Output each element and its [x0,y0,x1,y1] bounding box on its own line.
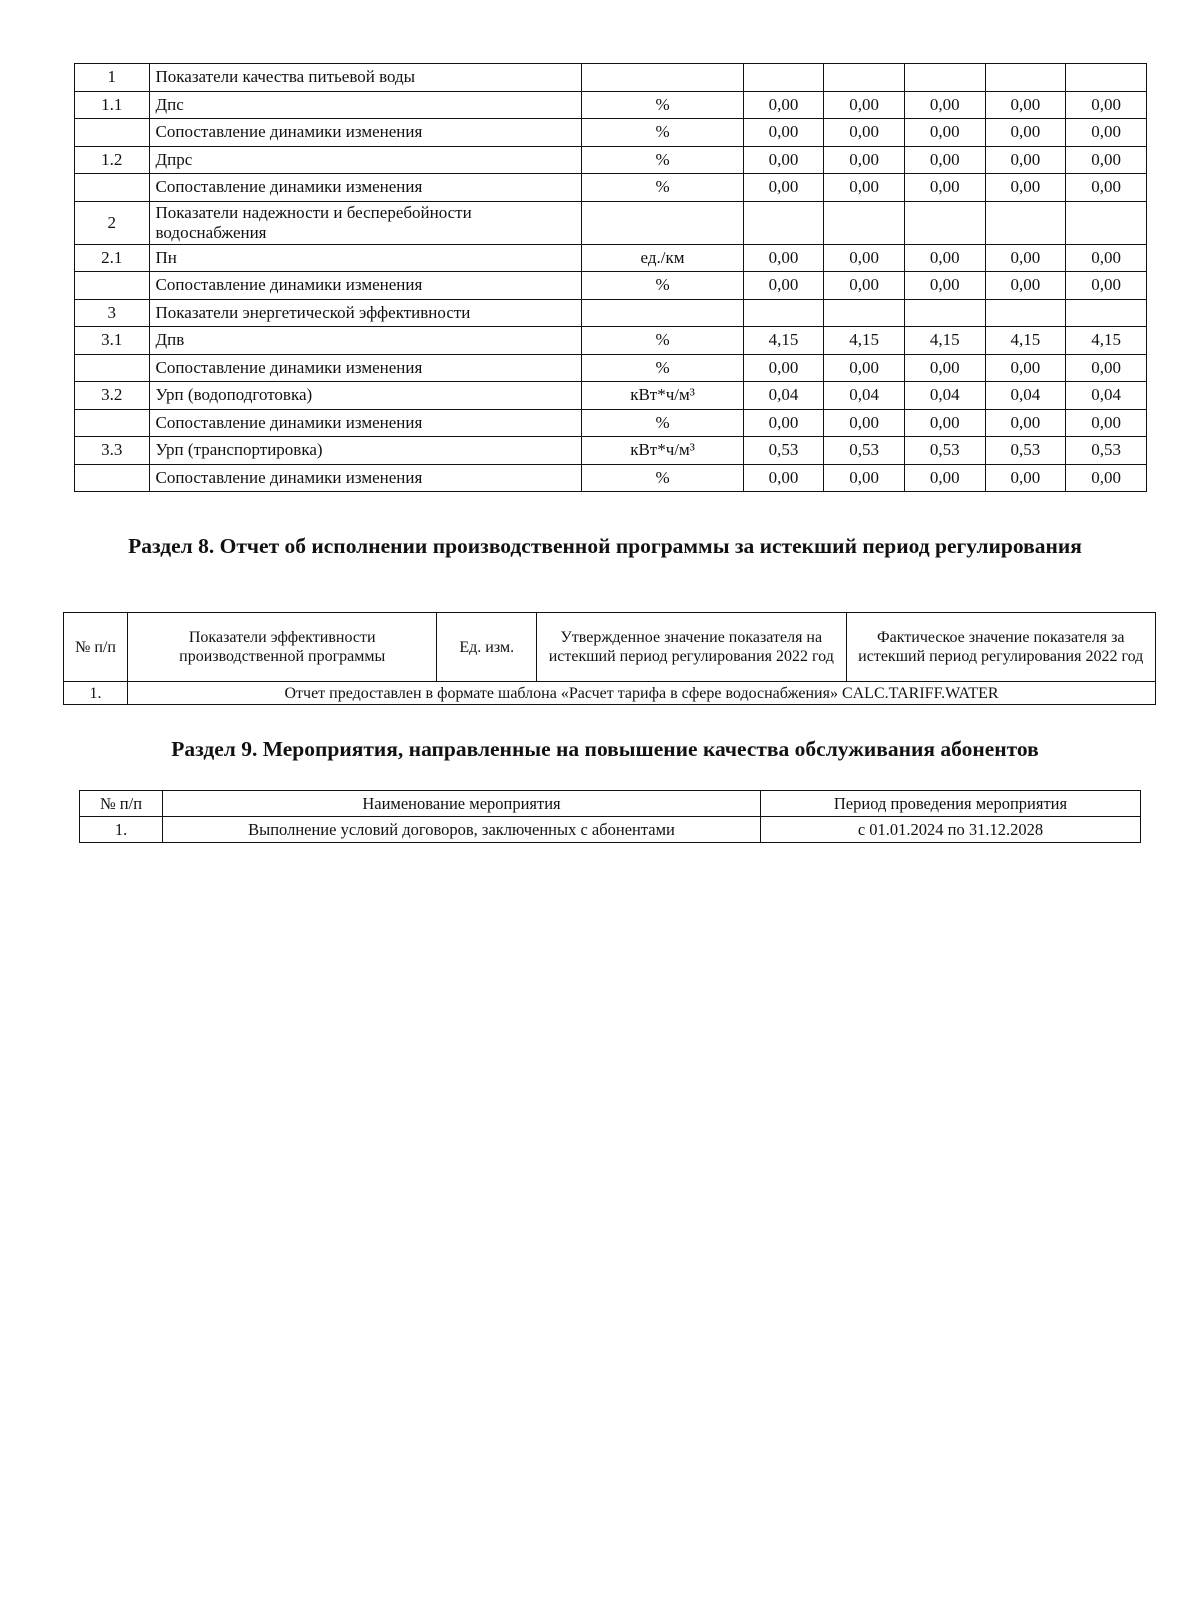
indicator-unit [582,299,743,327]
indicator-num: 3.2 [75,382,150,410]
section8-approved-header: Утвержденное значение показателя на истекший период регулирования 2022 год [537,613,846,682]
indicator-num [75,464,150,492]
indicator-value: 0,00 [824,119,905,147]
indicator-value: 0,00 [743,146,824,174]
section9-num-header: № п/п [80,791,163,817]
indicator-value: 0,00 [985,244,1066,272]
indicator-name: Сопоставление динамики изменения [149,354,582,382]
indicator-value: 0,53 [743,437,824,465]
section9-row-period: с 01.01.2024 по 31.12.2028 [761,817,1141,843]
indicator-row [75,201,1147,244]
section9-period-header: Период проведения мероприятия [761,791,1141,817]
section8-row [64,682,1156,705]
indicator-value: 0,00 [985,146,1066,174]
section8-num-header: № п/п [64,613,128,682]
indicator-value: 0,00 [824,91,905,119]
indicator-value: 4,15 [824,327,905,355]
section8-row-num: 1. [64,682,128,705]
indicator-value: 0,00 [743,119,824,147]
indicator-unit: ед./км [582,244,743,272]
indicator-row [75,354,1147,382]
indicator-value: 0,00 [824,409,905,437]
indicator-value: 0,04 [1066,382,1147,410]
indicator-value: 0,00 [1066,174,1147,202]
indicator-num [75,409,150,437]
indicator-num [75,354,150,382]
section8-table [63,612,1156,705]
indicator-unit: % [582,146,743,174]
indicator-unit: % [582,119,743,147]
indicator-value: 4,15 [904,327,985,355]
indicator-value: 4,15 [1066,327,1147,355]
indicator-value: 0,00 [904,272,985,300]
indicator-value: 0,00 [1066,91,1147,119]
section9-heading: Раздел 9. Мероприятия, направленные на повышение качества обслуживания абонентов [171,737,1039,761]
indicator-name: Дпв [149,327,582,355]
indicator-value: 0,04 [824,382,905,410]
indicator-unit [582,64,743,92]
indicator-num [75,119,150,147]
indicator-value: 0,04 [904,382,985,410]
indicator-value: 0,00 [824,354,905,382]
indicator-name: Урп (водоподготовка) [149,382,582,410]
section8-unit-header: Ед. изм. [437,613,537,682]
indicator-num: 3 [75,299,150,327]
indicator-value: 0,00 [985,119,1066,147]
indicator-value: 0,53 [904,437,985,465]
section9-row-name: Выполнение условий договоров, заключенных с абонентами [163,817,761,843]
section9-row-num: 1. [80,817,163,843]
indicator-unit: % [582,354,743,382]
indicator-value [904,299,985,327]
section8-heading: Раздел 8. Отчет об исполнении производственной программы за истекший период регулирования [128,534,1082,558]
indicator-row [75,174,1147,202]
indicator-value: 0,00 [743,272,824,300]
indicator-unit: кВт*ч/м³ [582,437,743,465]
indicator-value: 0,00 [743,409,824,437]
indicator-value [985,201,1066,244]
indicator-row [75,91,1147,119]
section9-name-header: Наименование мероприятия [163,791,761,817]
indicator-value [824,64,905,92]
indicator-row [75,464,1147,492]
indicator-num: 1 [75,64,150,92]
indicator-value: 0,53 [1066,437,1147,465]
indicator-unit: % [582,174,743,202]
indicator-value: 0,00 [743,174,824,202]
indicators-table-body [75,64,1147,492]
indicator-value: 0,00 [904,244,985,272]
indicator-num: 3.1 [75,327,150,355]
indicator-value [985,64,1066,92]
indicator-value [1066,299,1147,327]
indicator-row [75,244,1147,272]
indicator-num: 3.3 [75,437,150,465]
indicator-value: 0,00 [743,464,824,492]
indicator-row [75,327,1147,355]
indicator-unit: % [582,409,743,437]
indicator-value [904,64,985,92]
section9-table [79,790,1141,843]
indicator-value [743,201,824,244]
indicator-value: 0,00 [904,464,985,492]
indicator-num [75,272,150,300]
indicator-value: 0,00 [824,146,905,174]
indicator-name: Сопоставление динамики изменения [149,464,582,492]
indicator-row [75,382,1147,410]
indicator-unit: % [582,464,743,492]
indicator-value: 0,00 [1066,354,1147,382]
indicator-value: 0,04 [743,382,824,410]
indicator-name: Сопоставление динамики изменения [149,272,582,300]
indicator-value [904,201,985,244]
indicator-unit: % [582,272,743,300]
indicator-value: 0,00 [824,174,905,202]
indicator-value: 0,00 [904,409,985,437]
indicator-row [75,409,1147,437]
indicator-value: 0,00 [985,272,1066,300]
indicator-value: 0,00 [824,244,905,272]
indicator-value: 0,00 [743,91,824,119]
indicator-row [75,119,1147,147]
indicator-value: 0,00 [1066,272,1147,300]
indicator-num: 2.1 [75,244,150,272]
indicator-row [75,64,1147,92]
indicator-value: 0,00 [985,464,1066,492]
indicators-table [74,63,1147,492]
indicator-value: 4,15 [985,327,1066,355]
indicator-row [75,146,1147,174]
indicator-value: 0,00 [985,174,1066,202]
indicator-row [75,437,1147,465]
indicator-value: 0,00 [904,146,985,174]
indicator-value: 0,53 [824,437,905,465]
indicator-num [75,174,150,202]
indicator-value: 0,00 [1066,409,1147,437]
indicator-value [743,299,824,327]
indicator-value: 0,00 [1066,464,1147,492]
indicator-value [985,299,1066,327]
section9-header-row [80,791,1141,817]
indicator-value: 0,00 [824,272,905,300]
indicator-value: 0,00 [985,91,1066,119]
indicator-row [75,272,1147,300]
indicator-value [1066,201,1147,244]
indicator-value: 4,15 [743,327,824,355]
indicator-name: Сопоставление динамики изменения [149,174,582,202]
indicator-value: 0,00 [824,464,905,492]
indicator-name: Показатели энергетической эффективности [149,299,582,327]
section8-indicator-header: Показатели эффективности производственной программы [127,613,436,682]
indicator-value: 0,00 [904,354,985,382]
indicator-num: 1.2 [75,146,150,174]
indicator-value: 0,00 [1066,244,1147,272]
indicator-name: Дпс [149,91,582,119]
indicator-value: 0,00 [985,409,1066,437]
indicator-name: Показатели качества питьевой воды [149,64,582,92]
indicator-unit: % [582,327,743,355]
indicator-name: Урп (транспортировка) [149,437,582,465]
indicator-value: 0,00 [985,354,1066,382]
indicator-name: Пн [149,244,582,272]
section9-row [80,817,1141,843]
indicator-value [824,201,905,244]
indicator-value: 0,53 [985,437,1066,465]
indicator-row [75,299,1147,327]
indicator-value: 0,00 [904,119,985,147]
indicator-unit: кВт*ч/м³ [582,382,743,410]
section8-header-row [64,613,1156,682]
indicator-value: 0,00 [904,174,985,202]
indicator-name: Сопоставление динамики изменения [149,409,582,437]
indicator-name: Сопоставление динамики изменения [149,119,582,147]
section8-row-text: Отчет предоставлен в формате шаблона «Расчет тарифа в сфере водоснабжения» CALC.TARIFF.WATER [127,682,1155,705]
indicator-value: 0,00 [1066,119,1147,147]
indicator-value: 0,00 [1066,146,1147,174]
indicator-value: 0,00 [743,354,824,382]
indicator-num: 2 [75,201,150,244]
indicator-value: 0,00 [743,244,824,272]
indicator-value [1066,64,1147,92]
section8-actual-header: Фактическое значение показателя за истекший период регулирования 2022 год [846,613,1156,682]
indicator-unit: % [582,91,743,119]
indicator-value: 0,00 [904,91,985,119]
indicator-name: Показатели надежности и бесперебойности водоснабжения [149,201,582,244]
indicator-name: Дпрс [149,146,582,174]
indicator-value [824,299,905,327]
indicator-num: 1.1 [75,91,150,119]
indicator-value [743,64,824,92]
indicator-unit [582,201,743,244]
indicator-value: 0,04 [985,382,1066,410]
